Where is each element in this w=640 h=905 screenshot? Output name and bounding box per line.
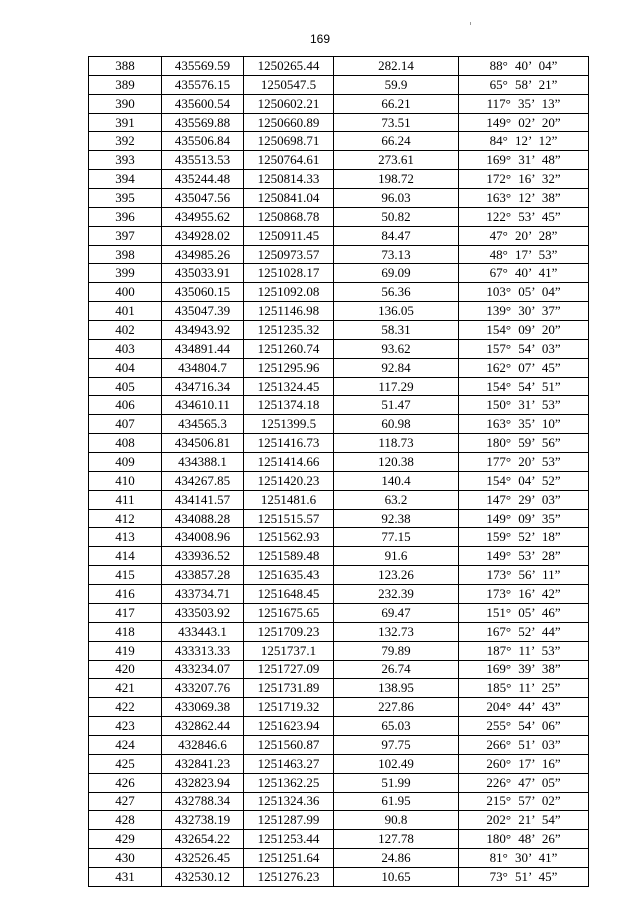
table-row bbox=[89, 811, 589, 830]
table-row bbox=[89, 547, 589, 566]
angle-cell: 180° 48’ 26” bbox=[459, 830, 589, 849]
point-number-cell: 399 bbox=[89, 264, 162, 283]
distance-cell: 24.86 bbox=[334, 849, 459, 868]
distance-cell: 282.14 bbox=[334, 57, 459, 76]
y-coordinate-cell: 1251092.08 bbox=[244, 283, 334, 302]
table-row bbox=[89, 698, 589, 717]
y-coordinate-cell: 1251324.36 bbox=[244, 792, 334, 811]
distance-cell: 50.82 bbox=[334, 207, 459, 226]
y-coordinate-cell: 1251481.6 bbox=[244, 490, 334, 509]
angle-cell: 169° 39’ 38” bbox=[459, 660, 589, 679]
point-number-cell: 421 bbox=[89, 679, 162, 698]
y-coordinate-cell: 1251719.32 bbox=[244, 698, 334, 717]
table-row bbox=[89, 132, 589, 151]
x-coordinate-cell: 435060.15 bbox=[162, 283, 244, 302]
point-number-cell: 423 bbox=[89, 717, 162, 736]
angle-cell: 260° 17’ 16” bbox=[459, 754, 589, 773]
table-row bbox=[89, 717, 589, 736]
distance-cell: 51.47 bbox=[334, 396, 459, 415]
x-coordinate-cell: 433936.52 bbox=[162, 547, 244, 566]
angle-cell: 163° 35’ 10” bbox=[459, 415, 589, 434]
x-coordinate-cell: 434955.62 bbox=[162, 207, 244, 226]
angle-cell: 84° 12’ 12” bbox=[459, 132, 589, 151]
distance-cell: 79.89 bbox=[334, 641, 459, 660]
point-number-cell: 431 bbox=[89, 867, 162, 886]
distance-cell: 77.15 bbox=[334, 528, 459, 547]
angle-cell: 202° 21’ 54” bbox=[459, 811, 589, 830]
point-number-cell: 426 bbox=[89, 773, 162, 792]
x-coordinate-cell: 435047.56 bbox=[162, 189, 244, 208]
x-coordinate-cell: 434008.96 bbox=[162, 528, 244, 547]
angle-cell: 117° 35’ 13” bbox=[459, 94, 589, 113]
x-coordinate-cell: 434506.81 bbox=[162, 434, 244, 453]
point-number-cell: 401 bbox=[89, 302, 162, 321]
table-row bbox=[89, 57, 589, 76]
table-row bbox=[89, 735, 589, 754]
table-row bbox=[89, 490, 589, 509]
point-number-cell: 422 bbox=[89, 698, 162, 717]
y-coordinate-cell: 1251416.73 bbox=[244, 434, 334, 453]
y-coordinate-cell: 1251515.57 bbox=[244, 509, 334, 528]
point-number-cell: 410 bbox=[89, 471, 162, 490]
y-coordinate-cell: 1250265.44 bbox=[244, 57, 334, 76]
angle-cell: 159° 52’ 18” bbox=[459, 528, 589, 547]
x-coordinate-cell: 434985.26 bbox=[162, 245, 244, 264]
point-number-cell: 420 bbox=[89, 660, 162, 679]
x-coordinate-cell: 435569.88 bbox=[162, 113, 244, 132]
table-row bbox=[89, 339, 589, 358]
y-coordinate-cell: 1250973.57 bbox=[244, 245, 334, 264]
table-row bbox=[89, 377, 589, 396]
angle-cell: 149° 53’ 28” bbox=[459, 547, 589, 566]
x-coordinate-cell: 435576.15 bbox=[162, 75, 244, 94]
point-number-cell: 394 bbox=[89, 170, 162, 189]
y-coordinate-cell: 1251362.25 bbox=[244, 773, 334, 792]
distance-cell: 117.29 bbox=[334, 377, 459, 396]
distance-cell: 127.78 bbox=[334, 830, 459, 849]
x-coordinate-cell: 435047.39 bbox=[162, 302, 244, 321]
x-coordinate-cell: 432738.19 bbox=[162, 811, 244, 830]
x-coordinate-cell: 435569.59 bbox=[162, 57, 244, 76]
x-coordinate-cell: 432823.94 bbox=[162, 773, 244, 792]
table-row bbox=[89, 641, 589, 660]
y-coordinate-cell: 1251260.74 bbox=[244, 339, 334, 358]
x-coordinate-cell: 432846.6 bbox=[162, 735, 244, 754]
point-number-cell: 402 bbox=[89, 321, 162, 340]
angle-cell: 180° 59’ 56” bbox=[459, 434, 589, 453]
point-number-cell: 400 bbox=[89, 283, 162, 302]
point-number-cell: 428 bbox=[89, 811, 162, 830]
distance-cell: 92.84 bbox=[334, 358, 459, 377]
table-row bbox=[89, 528, 589, 547]
y-coordinate-cell: 1251414.66 bbox=[244, 453, 334, 472]
table-row bbox=[89, 302, 589, 321]
x-coordinate-cell: 433234.07 bbox=[162, 660, 244, 679]
x-coordinate-cell: 432788.34 bbox=[162, 792, 244, 811]
distance-cell: 140.4 bbox=[334, 471, 459, 490]
angle-cell: 226° 47’ 05” bbox=[459, 773, 589, 792]
distance-cell: 69.47 bbox=[334, 603, 459, 622]
x-coordinate-cell: 434565.3 bbox=[162, 415, 244, 434]
y-coordinate-cell: 1250602.21 bbox=[244, 94, 334, 113]
y-coordinate-cell: 1250698.71 bbox=[244, 132, 334, 151]
angle-cell: 139° 30’ 37” bbox=[459, 302, 589, 321]
x-coordinate-cell: 435513.53 bbox=[162, 151, 244, 170]
point-number-cell: 411 bbox=[89, 490, 162, 509]
table-row bbox=[89, 170, 589, 189]
point-number-cell: 405 bbox=[89, 377, 162, 396]
x-coordinate-cell: 432526.45 bbox=[162, 849, 244, 868]
distance-cell: 66.21 bbox=[334, 94, 459, 113]
coordinates-table-body bbox=[89, 57, 589, 887]
distance-cell: 273.61 bbox=[334, 151, 459, 170]
point-number-cell: 413 bbox=[89, 528, 162, 547]
distance-cell: 96.03 bbox=[334, 189, 459, 208]
point-number-cell: 417 bbox=[89, 603, 162, 622]
x-coordinate-cell: 435506.84 bbox=[162, 132, 244, 151]
distance-cell: 102.49 bbox=[334, 754, 459, 773]
x-coordinate-cell: 435600.54 bbox=[162, 94, 244, 113]
distance-cell: 10.65 bbox=[334, 867, 459, 886]
x-coordinate-cell: 433069.38 bbox=[162, 698, 244, 717]
point-number-cell: 407 bbox=[89, 415, 162, 434]
distance-cell: 61.95 bbox=[334, 792, 459, 811]
point-number-cell: 398 bbox=[89, 245, 162, 264]
angle-cell: 47° 20’ 28” bbox=[459, 226, 589, 245]
point-number-cell: 409 bbox=[89, 453, 162, 472]
x-coordinate-cell: 432654.22 bbox=[162, 830, 244, 849]
distance-cell: 227.86 bbox=[334, 698, 459, 717]
point-number-cell: 419 bbox=[89, 641, 162, 660]
table-row bbox=[89, 226, 589, 245]
y-coordinate-cell: 1251399.5 bbox=[244, 415, 334, 434]
x-coordinate-cell: 434267.85 bbox=[162, 471, 244, 490]
angle-cell: 151° 05’ 46” bbox=[459, 603, 589, 622]
distance-cell: 59.9 bbox=[334, 75, 459, 94]
distance-cell: 66.24 bbox=[334, 132, 459, 151]
y-coordinate-cell: 1251028.17 bbox=[244, 264, 334, 283]
table-row bbox=[89, 679, 589, 698]
angle-cell: 48° 17’ 53” bbox=[459, 245, 589, 264]
y-coordinate-cell: 1250868.78 bbox=[244, 207, 334, 226]
distance-cell: 120.38 bbox=[334, 453, 459, 472]
y-coordinate-cell: 1250660.89 bbox=[244, 113, 334, 132]
angle-cell: 172° 16’ 32” bbox=[459, 170, 589, 189]
distance-cell: 60.98 bbox=[334, 415, 459, 434]
angle-cell: 157° 54’ 03” bbox=[459, 339, 589, 358]
distance-cell: 136.05 bbox=[334, 302, 459, 321]
point-number-cell: 408 bbox=[89, 434, 162, 453]
distance-cell: 56.36 bbox=[334, 283, 459, 302]
coordinates-table bbox=[88, 56, 589, 887]
angle-cell: 154° 09’ 20” bbox=[459, 321, 589, 340]
table-row bbox=[89, 358, 589, 377]
x-coordinate-cell: 434141.57 bbox=[162, 490, 244, 509]
distance-cell: 69.09 bbox=[334, 264, 459, 283]
table-row bbox=[89, 207, 589, 226]
point-number-cell: 391 bbox=[89, 113, 162, 132]
y-coordinate-cell: 1251276.23 bbox=[244, 867, 334, 886]
distance-cell: 123.26 bbox=[334, 566, 459, 585]
point-number-cell: 392 bbox=[89, 132, 162, 151]
x-coordinate-cell: 433734.71 bbox=[162, 585, 244, 604]
y-coordinate-cell: 1251420.23 bbox=[244, 471, 334, 490]
distance-cell: 51.99 bbox=[334, 773, 459, 792]
y-coordinate-cell: 1251562.93 bbox=[244, 528, 334, 547]
y-coordinate-cell: 1251146.98 bbox=[244, 302, 334, 321]
angle-cell: 149° 09’ 35” bbox=[459, 509, 589, 528]
table-row bbox=[89, 189, 589, 208]
point-number-cell: 430 bbox=[89, 849, 162, 868]
y-coordinate-cell: 1250764.61 bbox=[244, 151, 334, 170]
point-number-cell: 414 bbox=[89, 547, 162, 566]
table-row bbox=[89, 453, 589, 472]
point-number-cell: 415 bbox=[89, 566, 162, 585]
distance-cell: 118.73 bbox=[334, 434, 459, 453]
point-number-cell: 416 bbox=[89, 585, 162, 604]
y-coordinate-cell: 1250814.33 bbox=[244, 170, 334, 189]
distance-cell: 92.38 bbox=[334, 509, 459, 528]
page-number: 169 bbox=[309, 32, 331, 46]
distance-cell: 97.75 bbox=[334, 735, 459, 754]
point-number-cell: 393 bbox=[89, 151, 162, 170]
x-coordinate-cell: 432841.23 bbox=[162, 754, 244, 773]
point-number-cell: 429 bbox=[89, 830, 162, 849]
x-coordinate-cell: 434804.7 bbox=[162, 358, 244, 377]
angle-cell: 150° 31’ 53” bbox=[459, 396, 589, 415]
table-row bbox=[89, 396, 589, 415]
distance-cell: 91.6 bbox=[334, 547, 459, 566]
angle-cell: 147° 29’ 03” bbox=[459, 490, 589, 509]
x-coordinate-cell: 434610.11 bbox=[162, 396, 244, 415]
table-row bbox=[89, 585, 589, 604]
table-row bbox=[89, 321, 589, 340]
table-row bbox=[89, 415, 589, 434]
scan-mark bbox=[470, 22, 471, 25]
y-coordinate-cell: 1251737.1 bbox=[244, 641, 334, 660]
point-number-cell: 427 bbox=[89, 792, 162, 811]
angle-cell: 177° 20’ 53” bbox=[459, 453, 589, 472]
angle-cell: 88° 40’ 04” bbox=[459, 57, 589, 76]
distance-cell: 84.47 bbox=[334, 226, 459, 245]
y-coordinate-cell: 1251731.89 bbox=[244, 679, 334, 698]
angle-cell: 154° 54’ 51” bbox=[459, 377, 589, 396]
x-coordinate-cell: 433857.28 bbox=[162, 566, 244, 585]
table-row bbox=[89, 245, 589, 264]
table-row bbox=[89, 471, 589, 490]
y-coordinate-cell: 1250841.04 bbox=[244, 189, 334, 208]
table-row bbox=[89, 773, 589, 792]
point-number-cell: 425 bbox=[89, 754, 162, 773]
table-row bbox=[89, 75, 589, 94]
angle-cell: 73° 51’ 45” bbox=[459, 867, 589, 886]
x-coordinate-cell: 434388.1 bbox=[162, 453, 244, 472]
angle-cell: 67° 40’ 41” bbox=[459, 264, 589, 283]
distance-cell: 232.39 bbox=[334, 585, 459, 604]
angle-cell: 122° 53’ 45” bbox=[459, 207, 589, 226]
angle-cell: 204° 44’ 43” bbox=[459, 698, 589, 717]
distance-cell: 63.2 bbox=[334, 490, 459, 509]
x-coordinate-cell: 434891.44 bbox=[162, 339, 244, 358]
table-row bbox=[89, 113, 589, 132]
y-coordinate-cell: 1251235.32 bbox=[244, 321, 334, 340]
table-row bbox=[89, 283, 589, 302]
y-coordinate-cell: 1251675.65 bbox=[244, 603, 334, 622]
y-coordinate-cell: 1251295.96 bbox=[244, 358, 334, 377]
point-number-cell: 403 bbox=[89, 339, 162, 358]
point-number-cell: 390 bbox=[89, 94, 162, 113]
y-coordinate-cell: 1251589.48 bbox=[244, 547, 334, 566]
angle-cell: 65° 58’ 21” bbox=[459, 75, 589, 94]
point-number-cell: 397 bbox=[89, 226, 162, 245]
y-coordinate-cell: 1251463.27 bbox=[244, 754, 334, 773]
point-number-cell: 395 bbox=[89, 189, 162, 208]
y-coordinate-cell: 1251251.64 bbox=[244, 849, 334, 868]
table-row bbox=[89, 151, 589, 170]
x-coordinate-cell: 435033.91 bbox=[162, 264, 244, 283]
x-coordinate-cell: 434928.02 bbox=[162, 226, 244, 245]
angle-cell: 149° 02’ 20” bbox=[459, 113, 589, 132]
point-number-cell: 396 bbox=[89, 207, 162, 226]
y-coordinate-cell: 1251374.18 bbox=[244, 396, 334, 415]
table-row bbox=[89, 509, 589, 528]
angle-cell: 103° 05’ 04” bbox=[459, 283, 589, 302]
y-coordinate-cell: 1251648.45 bbox=[244, 585, 334, 604]
angle-cell: 185° 11’ 25” bbox=[459, 679, 589, 698]
y-coordinate-cell: 1251560.87 bbox=[244, 735, 334, 754]
distance-cell: 132.73 bbox=[334, 622, 459, 641]
point-number-cell: 412 bbox=[89, 509, 162, 528]
angle-cell: 169° 31’ 48” bbox=[459, 151, 589, 170]
y-coordinate-cell: 1251623.94 bbox=[244, 717, 334, 736]
point-number-cell: 389 bbox=[89, 75, 162, 94]
distance-cell: 65.03 bbox=[334, 717, 459, 736]
table-row bbox=[89, 867, 589, 886]
angle-cell: 167° 52’ 44” bbox=[459, 622, 589, 641]
distance-cell: 93.62 bbox=[334, 339, 459, 358]
angle-cell: 266° 51’ 03” bbox=[459, 735, 589, 754]
angle-cell: 154° 04’ 52” bbox=[459, 471, 589, 490]
x-coordinate-cell: 435244.48 bbox=[162, 170, 244, 189]
distance-cell: 73.51 bbox=[334, 113, 459, 132]
x-coordinate-cell: 434088.28 bbox=[162, 509, 244, 528]
x-coordinate-cell: 433503.92 bbox=[162, 603, 244, 622]
x-coordinate-cell: 434943.92 bbox=[162, 321, 244, 340]
table-row bbox=[89, 434, 589, 453]
y-coordinate-cell: 1251287.99 bbox=[244, 811, 334, 830]
distance-cell: 90.8 bbox=[334, 811, 459, 830]
table-row bbox=[89, 622, 589, 641]
distance-cell: 58.31 bbox=[334, 321, 459, 340]
table-row bbox=[89, 566, 589, 585]
y-coordinate-cell: 1251727.09 bbox=[244, 660, 334, 679]
angle-cell: 187° 11’ 53” bbox=[459, 641, 589, 660]
x-coordinate-cell: 432530.12 bbox=[162, 867, 244, 886]
y-coordinate-cell: 1250911.45 bbox=[244, 226, 334, 245]
distance-cell: 138.95 bbox=[334, 679, 459, 698]
table-row bbox=[89, 792, 589, 811]
angle-cell: 255° 54’ 06” bbox=[459, 717, 589, 736]
distance-cell: 73.13 bbox=[334, 245, 459, 264]
angle-cell: 81° 30’ 41” bbox=[459, 849, 589, 868]
angle-cell: 162° 07’ 45” bbox=[459, 358, 589, 377]
y-coordinate-cell: 1251635.43 bbox=[244, 566, 334, 585]
angle-cell: 215° 57’ 02” bbox=[459, 792, 589, 811]
x-coordinate-cell: 433313.33 bbox=[162, 641, 244, 660]
distance-cell: 198.72 bbox=[334, 170, 459, 189]
table-row bbox=[89, 830, 589, 849]
table-row bbox=[89, 264, 589, 283]
x-coordinate-cell: 434716.34 bbox=[162, 377, 244, 396]
y-coordinate-cell: 1250547.5 bbox=[244, 75, 334, 94]
y-coordinate-cell: 1251253.44 bbox=[244, 830, 334, 849]
angle-cell: 173° 56’ 11” bbox=[459, 566, 589, 585]
point-number-cell: 388 bbox=[89, 57, 162, 76]
angle-cell: 173° 16’ 42” bbox=[459, 585, 589, 604]
table-row bbox=[89, 94, 589, 113]
table-row bbox=[89, 754, 589, 773]
y-coordinate-cell: 1251324.45 bbox=[244, 377, 334, 396]
point-number-cell: 418 bbox=[89, 622, 162, 641]
table-row bbox=[89, 849, 589, 868]
point-number-cell: 404 bbox=[89, 358, 162, 377]
table-row bbox=[89, 603, 589, 622]
x-coordinate-cell: 433443.1 bbox=[162, 622, 244, 641]
y-coordinate-cell: 1251709.23 bbox=[244, 622, 334, 641]
angle-cell: 163° 12’ 38” bbox=[459, 189, 589, 208]
table-row bbox=[89, 660, 589, 679]
point-number-cell: 406 bbox=[89, 396, 162, 415]
x-coordinate-cell: 432862.44 bbox=[162, 717, 244, 736]
x-coordinate-cell: 433207.76 bbox=[162, 679, 244, 698]
distance-cell: 26.74 bbox=[334, 660, 459, 679]
point-number-cell: 424 bbox=[89, 735, 162, 754]
